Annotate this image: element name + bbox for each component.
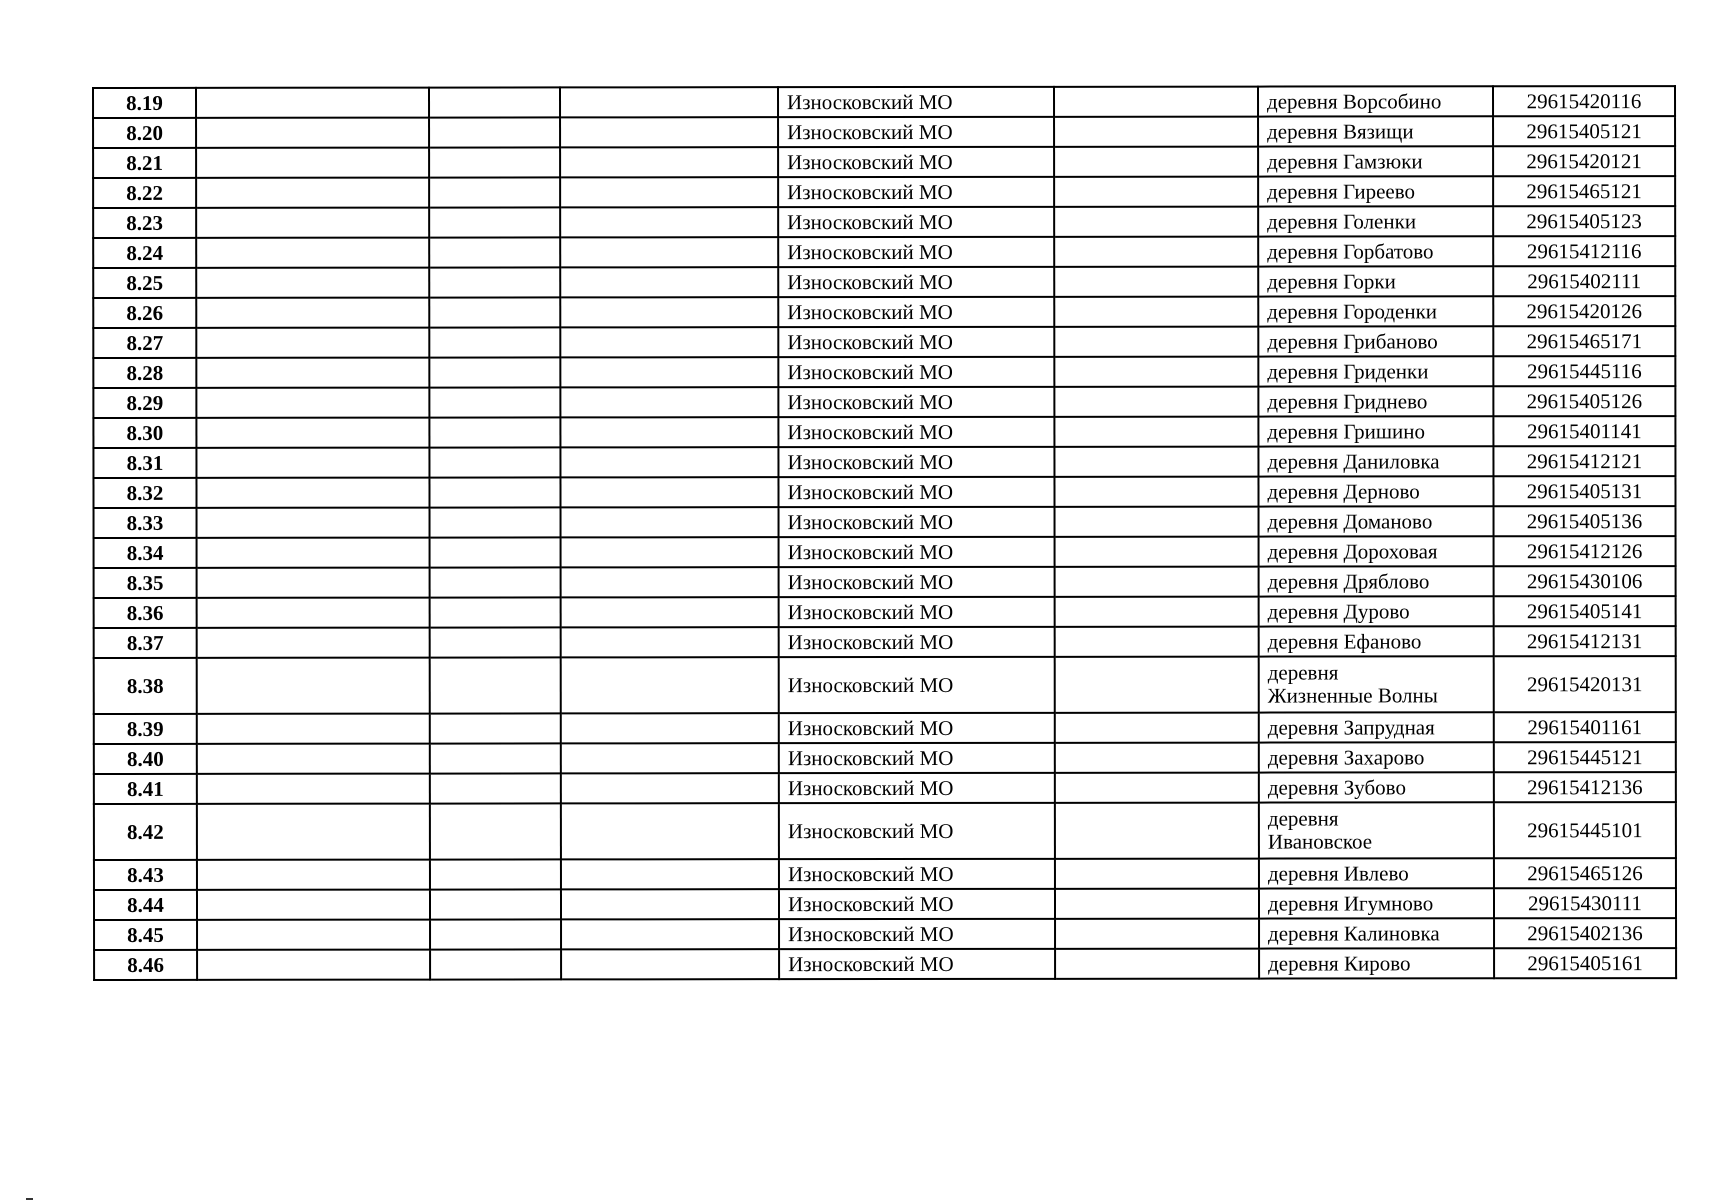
- empty-cell: [430, 803, 561, 859]
- table-row: [94, 566, 1676, 598]
- empty-cell: [196, 418, 429, 448]
- settlement-cell: [1259, 802, 1494, 858]
- settlement-cell: деревня Вязищи: [1258, 116, 1493, 146]
- municipality-cell: Износковский МО: [778, 147, 1054, 177]
- empty-cell: [430, 773, 561, 803]
- empty-cell: [1054, 477, 1258, 507]
- table-row: [93, 86, 1675, 118]
- empty-cell: [560, 117, 778, 147]
- municipality-cell: Износковский МО: [779, 919, 1055, 949]
- settlement-cell: деревня Калиновка: [1259, 918, 1494, 948]
- empty-cell: [197, 714, 430, 744]
- settlement-cell: деревня Горбатово: [1258, 236, 1493, 266]
- table-row: [93, 236, 1675, 268]
- municipality-cell: Износковский МО: [779, 507, 1055, 537]
- empty-cell: [1054, 297, 1258, 327]
- settlement-cell: деревня Кирово: [1259, 948, 1494, 978]
- row-number-cell: 8.31: [93, 448, 196, 478]
- settlement-cell: деревня Гриденки: [1258, 356, 1493, 386]
- empty-cell: [560, 297, 778, 327]
- empty-cell: [1054, 147, 1258, 177]
- oktmo-code-cell: 29615402111: [1493, 266, 1675, 296]
- settlement-cell: деревня Даниловка: [1258, 446, 1493, 476]
- empty-cell: [430, 597, 561, 627]
- row-number-cell: 8.23: [93, 208, 196, 238]
- oktmo-code-cell: 29615405126: [1493, 386, 1675, 416]
- row-number-cell: 8.32: [93, 478, 196, 508]
- settlement-cell: деревня Горки: [1258, 266, 1493, 296]
- table-row: [93, 476, 1675, 508]
- oktmo-code-cell: 29615445101: [1494, 802, 1676, 858]
- empty-cell: [1055, 567, 1259, 597]
- empty-cell: [1054, 237, 1258, 267]
- settlement-cell: деревня Ефаново: [1259, 626, 1494, 656]
- empty-cell: [1054, 267, 1258, 297]
- settlement-cell: деревня Городенки: [1258, 296, 1493, 326]
- empty-cell: [196, 178, 429, 208]
- oktmo-code-cell: 29615465121: [1493, 176, 1675, 206]
- settlement-cell: деревня Гамзюки: [1258, 146, 1493, 176]
- empty-cell: [561, 713, 779, 743]
- table-row: [94, 918, 1676, 950]
- table-row: [93, 176, 1675, 208]
- table-row: [93, 356, 1675, 388]
- settlement-cell: деревня Дороховая: [1259, 536, 1494, 566]
- oktmo-code-cell: 29615445121: [1494, 742, 1676, 772]
- empty-cell: [196, 388, 429, 418]
- table-row: [93, 416, 1675, 448]
- settlement-cell: деревня Игумново: [1259, 888, 1494, 918]
- table-row: [93, 446, 1675, 478]
- row-number-cell: 8.26: [93, 298, 196, 328]
- empty-cell: [197, 744, 430, 774]
- empty-cell: [1054, 387, 1258, 417]
- settlement-cell: деревня Гришино: [1258, 416, 1493, 446]
- municipality-cell: Износковский МО: [779, 773, 1055, 803]
- row-number-cell: 8.46: [94, 950, 197, 980]
- settlement-name: Ивановское: [1267, 829, 1373, 854]
- settlement-cell: деревня Дряблово: [1259, 566, 1494, 596]
- empty-cell: [196, 478, 429, 508]
- oktmo-code-cell: 29615420116: [1493, 86, 1675, 116]
- table-row: [94, 536, 1676, 568]
- settlement-cell: деревня Ворсобино: [1258, 86, 1493, 116]
- empty-cell: [560, 207, 778, 237]
- empty-cell: [429, 387, 560, 417]
- row-number-cell: 8.41: [94, 774, 197, 804]
- oktmo-code-cell: 29615465171: [1493, 326, 1675, 356]
- empty-cell: [561, 773, 779, 803]
- empty-cell: [429, 267, 560, 297]
- empty-cell: [430, 537, 561, 567]
- settlements-table: [92, 85, 1677, 981]
- empty-cell: [561, 507, 779, 537]
- empty-cell: [1054, 207, 1258, 237]
- municipality-cell: Износковский МО: [778, 387, 1054, 417]
- empty-cell: [430, 889, 561, 919]
- empty-cell: [429, 177, 560, 207]
- empty-cell: [1055, 507, 1259, 537]
- settlement-cell: деревня Дерново: [1258, 476, 1493, 506]
- row-number-cell: 8.33: [94, 508, 197, 538]
- empty-cell: [197, 804, 430, 860]
- empty-cell: [1055, 919, 1259, 949]
- empty-cell: [1055, 949, 1259, 979]
- empty-cell: [429, 447, 560, 477]
- row-number-cell: 8.38: [94, 658, 197, 714]
- oktmo-code-cell: 29615412126: [1494, 536, 1676, 566]
- empty-cell: [561, 803, 779, 859]
- row-number-cell: 8.37: [94, 628, 197, 658]
- row-number-cell: 8.27: [93, 328, 196, 358]
- row-number-cell: 8.39: [94, 714, 197, 744]
- empty-cell: [429, 357, 560, 387]
- empty-cell: [197, 658, 430, 714]
- table-row: [93, 386, 1675, 418]
- empty-cell: [1055, 597, 1259, 627]
- oktmo-code-cell: 29615412116: [1493, 236, 1675, 266]
- oktmo-code-cell: 29615430106: [1494, 566, 1676, 596]
- oktmo-code-cell: 29615405131: [1493, 476, 1675, 506]
- municipality-cell: Износковский МО: [778, 417, 1054, 447]
- settlement-cell: деревня Гриднево: [1258, 386, 1493, 416]
- municipality-cell: Износковский МО: [778, 117, 1054, 147]
- settlement-cell: [1259, 656, 1494, 712]
- row-number-cell: 8.19: [93, 88, 196, 118]
- row-number-cell: 8.22: [93, 178, 196, 208]
- table-row: [94, 948, 1676, 980]
- table-row: [94, 802, 1676, 860]
- row-number-cell: 8.34: [94, 538, 197, 568]
- empty-cell: [560, 327, 778, 357]
- row-number-cell: 8.25: [93, 268, 196, 298]
- empty-cell: [560, 357, 778, 387]
- empty-cell: [560, 87, 778, 117]
- empty-cell: [1055, 889, 1259, 919]
- empty-cell: [1054, 327, 1258, 357]
- empty-cell: [430, 657, 561, 713]
- municipality-cell: Износковский МО: [778, 207, 1054, 237]
- empty-cell: [197, 598, 430, 628]
- empty-cell: [430, 507, 561, 537]
- municipality-cell: Износковский МО: [778, 477, 1054, 507]
- row-number-cell: 8.43: [94, 860, 197, 890]
- oktmo-code-cell: 29615430111: [1494, 888, 1676, 918]
- municipality-cell: Износковский МО: [778, 177, 1054, 207]
- empty-cell: [429, 477, 560, 507]
- oktmo-code-cell: 29615405136: [1494, 506, 1676, 536]
- empty-cell: [560, 147, 778, 177]
- municipality-cell: Износковский МО: [778, 297, 1054, 327]
- settlement-cell: деревня Голенки: [1258, 206, 1493, 236]
- settlement-cell: деревня Гиреево: [1258, 176, 1493, 206]
- empty-cell: [430, 743, 561, 773]
- empty-cell: [561, 743, 779, 773]
- settlement-type: деревня: [1267, 806, 1339, 831]
- empty-cell: [1055, 773, 1259, 803]
- table-row: [93, 266, 1675, 298]
- table-row: [94, 656, 1676, 714]
- table-row: [93, 206, 1675, 238]
- row-number-cell: 8.30: [93, 418, 196, 448]
- empty-cell: [196, 298, 429, 328]
- oktmo-code-cell: 29615420126: [1493, 296, 1675, 326]
- empty-cell: [430, 919, 561, 949]
- table-row: [94, 772, 1676, 804]
- settlement-cell: деревня Запрудная: [1259, 712, 1494, 742]
- municipality-cell: Износковский МО: [779, 657, 1055, 713]
- table-row: [94, 626, 1676, 658]
- empty-cell: [196, 358, 429, 388]
- municipality-cell: Износковский МО: [778, 87, 1054, 117]
- table-body: [93, 86, 1676, 980]
- empty-cell: [430, 949, 561, 979]
- empty-cell: [560, 477, 778, 507]
- row-number-cell: 8.44: [94, 890, 197, 920]
- municipality-cell: Износковский МО: [778, 237, 1054, 267]
- table-row: [93, 116, 1675, 148]
- empty-cell: [429, 297, 560, 327]
- row-number-cell: 8.35: [94, 568, 197, 598]
- empty-cell: [560, 267, 778, 297]
- oktmo-code-cell: 29615465126: [1494, 858, 1676, 888]
- row-number-cell: 8.28: [93, 358, 196, 388]
- municipality-cell: Износковский МО: [779, 743, 1055, 773]
- empty-cell: [197, 860, 430, 890]
- empty-cell: [429, 207, 560, 237]
- empty-cell: [561, 859, 779, 889]
- empty-cell: [560, 387, 778, 417]
- municipality-cell: Износковский МО: [778, 327, 1054, 357]
- empty-cell: [197, 628, 430, 658]
- empty-cell: [197, 538, 430, 568]
- oktmo-code-cell: 29615401161: [1494, 712, 1676, 742]
- empty-cell: [197, 920, 430, 950]
- oktmo-code-cell: 29615420121: [1493, 146, 1675, 176]
- row-number-cell: 8.24: [93, 238, 196, 268]
- empty-cell: [429, 117, 560, 147]
- empty-cell: [197, 568, 430, 598]
- empty-cell: [197, 508, 430, 538]
- table-row: [93, 326, 1675, 358]
- table-row: [94, 888, 1676, 920]
- settlement-cell: деревня Дурово: [1259, 596, 1494, 626]
- oktmo-code-cell: 29615420131: [1494, 656, 1676, 712]
- empty-cell: [560, 417, 778, 447]
- oktmo-code-cell: 29615401141: [1493, 416, 1675, 446]
- empty-cell: [196, 148, 429, 178]
- settlement-cell: деревня Зубово: [1259, 772, 1494, 802]
- municipality-cell: Износковский МО: [779, 803, 1055, 859]
- municipality-cell: Износковский МО: [778, 357, 1054, 387]
- empty-cell: [560, 237, 778, 267]
- empty-cell: [196, 88, 429, 118]
- table-row: [94, 596, 1676, 628]
- empty-cell: [560, 177, 778, 207]
- empty-cell: [430, 627, 561, 657]
- table-row: [93, 146, 1675, 178]
- empty-cell: [196, 268, 429, 298]
- empty-cell: [197, 890, 430, 920]
- empty-cell: [429, 147, 560, 177]
- municipality-cell: Износковский МО: [778, 447, 1054, 477]
- row-number-cell: 8.42: [94, 804, 197, 860]
- empty-cell: [561, 627, 779, 657]
- empty-cell: [1055, 537, 1259, 567]
- empty-cell: [561, 949, 779, 979]
- empty-cell: [429, 327, 560, 357]
- empty-cell: [560, 447, 778, 477]
- municipality-cell: Износковский МО: [778, 267, 1054, 297]
- empty-cell: [197, 950, 430, 980]
- empty-cell: [1054, 417, 1258, 447]
- settlement-cell: деревня Грибаново: [1258, 326, 1493, 356]
- empty-cell: [1055, 713, 1259, 743]
- empty-cell: [429, 417, 560, 447]
- empty-cell: [561, 919, 779, 949]
- settlement-name: Жизненные Волны: [1267, 683, 1438, 708]
- settlement-cell: деревня Захарово: [1259, 742, 1494, 772]
- municipality-cell: Износковский МО: [779, 713, 1055, 743]
- empty-cell: [1055, 743, 1259, 773]
- empty-cell: [430, 713, 561, 743]
- empty-cell: [561, 597, 779, 627]
- empty-cell: [196, 208, 429, 238]
- oktmo-code-cell: 29615405123: [1493, 206, 1675, 236]
- empty-cell: [429, 237, 560, 267]
- empty-cell: [1055, 657, 1259, 713]
- row-number-cell: 8.20: [93, 118, 196, 148]
- oktmo-code-cell: 29615445116: [1493, 356, 1675, 386]
- settlement-cell: деревня Ивлево: [1259, 858, 1494, 888]
- table-row: [94, 742, 1676, 774]
- empty-cell: [196, 328, 429, 358]
- oktmo-code-cell: 29615412136: [1494, 772, 1676, 802]
- empty-cell: [430, 859, 561, 889]
- empty-cell: [197, 774, 430, 804]
- empty-cell: [1055, 803, 1259, 859]
- empty-cell: [430, 567, 561, 597]
- municipality-cell: Износковский МО: [779, 859, 1055, 889]
- oktmo-code-cell: 29615405161: [1494, 948, 1676, 978]
- oktmo-code-cell: 29615405121: [1493, 116, 1675, 146]
- oktmo-code-cell: 29615412131: [1494, 626, 1676, 656]
- municipality-cell: Износковский МО: [779, 537, 1055, 567]
- municipality-cell: Износковский МО: [779, 889, 1055, 919]
- empty-cell: [1054, 117, 1258, 147]
- empty-cell: [561, 657, 779, 713]
- empty-cell: [196, 448, 429, 478]
- empty-cell: [561, 537, 779, 567]
- oktmo-code-cell: 29615402136: [1494, 918, 1676, 948]
- empty-cell: [1054, 357, 1258, 387]
- empty-cell: [561, 567, 779, 597]
- row-number-cell: 8.36: [94, 598, 197, 628]
- municipality-cell: Износковский МО: [779, 627, 1055, 657]
- table-row: [94, 712, 1676, 744]
- empty-cell: [196, 238, 429, 268]
- empty-cell: [429, 87, 560, 117]
- oktmo-code-cell: 29615412121: [1493, 446, 1675, 476]
- table-row: [94, 858, 1676, 890]
- municipality-cell: Износковский МО: [779, 949, 1055, 979]
- row-number-cell: 8.40: [94, 744, 197, 774]
- empty-cell: [561, 889, 779, 919]
- empty-cell: [196, 118, 429, 148]
- empty-cell: [1054, 177, 1258, 207]
- row-number-cell: 8.21: [93, 148, 196, 178]
- empty-cell: [1054, 447, 1258, 477]
- row-number-cell: 8.29: [93, 388, 196, 418]
- empty-cell: [1055, 627, 1259, 657]
- municipality-cell: Износковский МО: [779, 597, 1055, 627]
- oktmo-code-cell: 29615405141: [1494, 596, 1676, 626]
- municipality-cell: Износковский МО: [779, 567, 1055, 597]
- row-number-cell: 8.45: [94, 920, 197, 950]
- empty-cell: [1054, 87, 1258, 117]
- settlement-cell: деревня Доманово: [1259, 506, 1494, 536]
- table-row: [94, 506, 1676, 538]
- settlement-type: деревня: [1267, 660, 1339, 685]
- empty-cell: [1055, 859, 1259, 889]
- table-row: [93, 296, 1675, 328]
